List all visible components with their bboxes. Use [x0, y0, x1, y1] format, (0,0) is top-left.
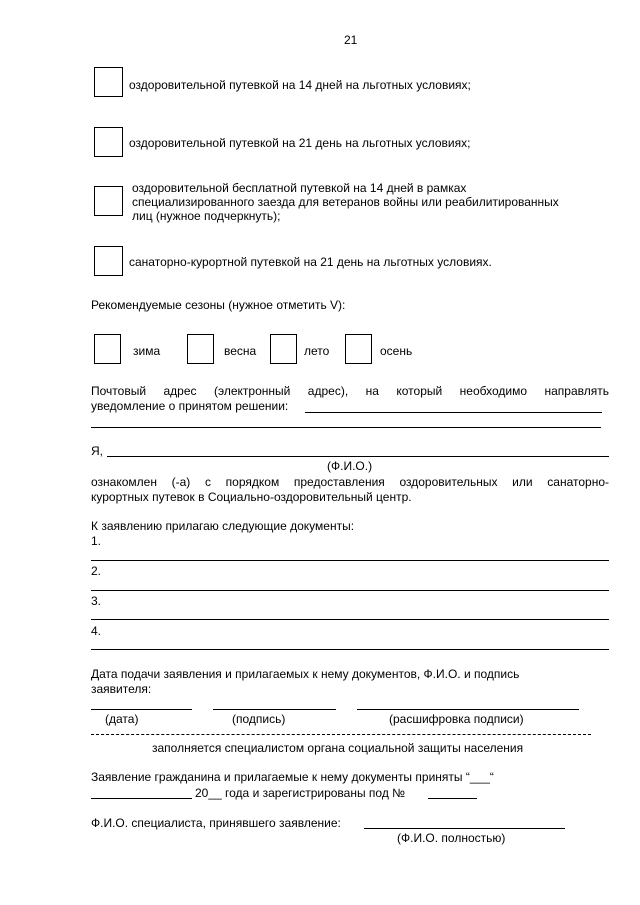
submission-line-1: Дата подачи заявления и прилагаемых к нему документов, Ф.И.О. и подпись [91, 667, 520, 681]
specialist-fio-label: Ф.И.О. специалиста, принявшего заявление: [91, 816, 341, 830]
documents-heading: К заявлению прилагаю следующие документы: [91, 519, 355, 533]
option-label-3-line-3: лиц (нужное подчеркнуть); [132, 209, 281, 223]
option-checkbox-2[interactable] [94, 127, 123, 157]
document-field-2[interactable] [91, 590, 609, 591]
date-field[interactable] [91, 709, 192, 710]
season-label-summer: лето [304, 344, 330, 358]
submission-line-2: заявителя: [91, 682, 152, 696]
fio-field[interactable] [107, 456, 609, 457]
postal-address-field[interactable] [305, 412, 602, 413]
option-checkbox-3[interactable] [94, 186, 123, 216]
season-checkbox-spring[interactable] [187, 334, 214, 364]
option-label-3-line-2: специализированного заезда для ветеранов войны или реабилитированных [132, 195, 559, 209]
signature-caption: (подпись) [232, 712, 286, 726]
document-number-4: 4. [91, 624, 102, 638]
option-checkbox-4[interactable] [94, 246, 123, 276]
option-checkbox-1[interactable] [94, 67, 123, 97]
option-label-4: санаторно-курортной путевкой на 21 день на льготных условиях. [129, 255, 492, 269]
signature-transcript-caption: (расшифровка подписи) [389, 712, 524, 726]
accepted-date-field[interactable] [91, 798, 192, 799]
postal-address-line-2: уведомление о принятом решении: [91, 399, 289, 413]
document-number-1: 1. [91, 534, 102, 548]
document-field-3[interactable] [91, 619, 609, 620]
option-label-3-line-1: оздоровительной бесплатной путевкой на 14 дней в рамках [132, 181, 467, 195]
page-number: 21 [344, 33, 358, 47]
cut-divider [91, 734, 591, 735]
specialist-fio-field[interactable] [364, 828, 565, 829]
option-label-1: оздоровительной путевкой на 14 дней на льготных условиях; [129, 78, 471, 92]
season-checkbox-autumn[interactable] [345, 334, 372, 364]
accepted-line-2: 20__ года и зарегистрированы под № [195, 786, 406, 800]
season-label-spring: весна [224, 344, 257, 358]
acknowledgement-line-1: ознакомлен (-а) с порядком предоставления оздоровительных или санаторно- [91, 475, 609, 489]
accepted-line-1: Заявление гражданина и прилагаемые к нему документы приняты “___“ [91, 770, 494, 784]
season-label-winter: зима [133, 344, 161, 358]
document-field-1[interactable] [91, 560, 609, 561]
fio-caption: (Ф.И.О.) [327, 459, 373, 473]
document-number-3: 3. [91, 594, 102, 608]
date-caption: (дата) [105, 712, 139, 726]
document-field-4[interactable] [91, 649, 609, 650]
acknowledgement-line-2: курортных путевок в Социально-оздоровительный центр. [91, 490, 412, 504]
postal-address-field-continued[interactable] [91, 427, 601, 428]
document-number-2: 2. [91, 564, 102, 578]
postal-address-line-1: Почтовый адрес (электронный адрес), на который необходимо направлять [91, 384, 609, 398]
season-checkbox-summer[interactable] [270, 334, 297, 364]
season-label-autumn: осень [380, 344, 413, 358]
signature-transcript-field[interactable] [357, 709, 579, 710]
signature-field[interactable] [213, 709, 336, 710]
ya-label: Я, [91, 444, 103, 458]
specialist-note: заполняется специалистом органа социальной защиты населения [152, 741, 524, 755]
option-label-2: оздоровительной путевкой на 21 день на льготных условиях; [129, 136, 471, 150]
specialist-fio-caption: (Ф.И.О. полностью) [397, 831, 506, 845]
registration-number-field[interactable] [428, 798, 477, 799]
seasons-heading: Рекомендуемые сезоны (нужное отметить V): [91, 298, 346, 312]
season-checkbox-winter[interactable] [94, 334, 121, 364]
